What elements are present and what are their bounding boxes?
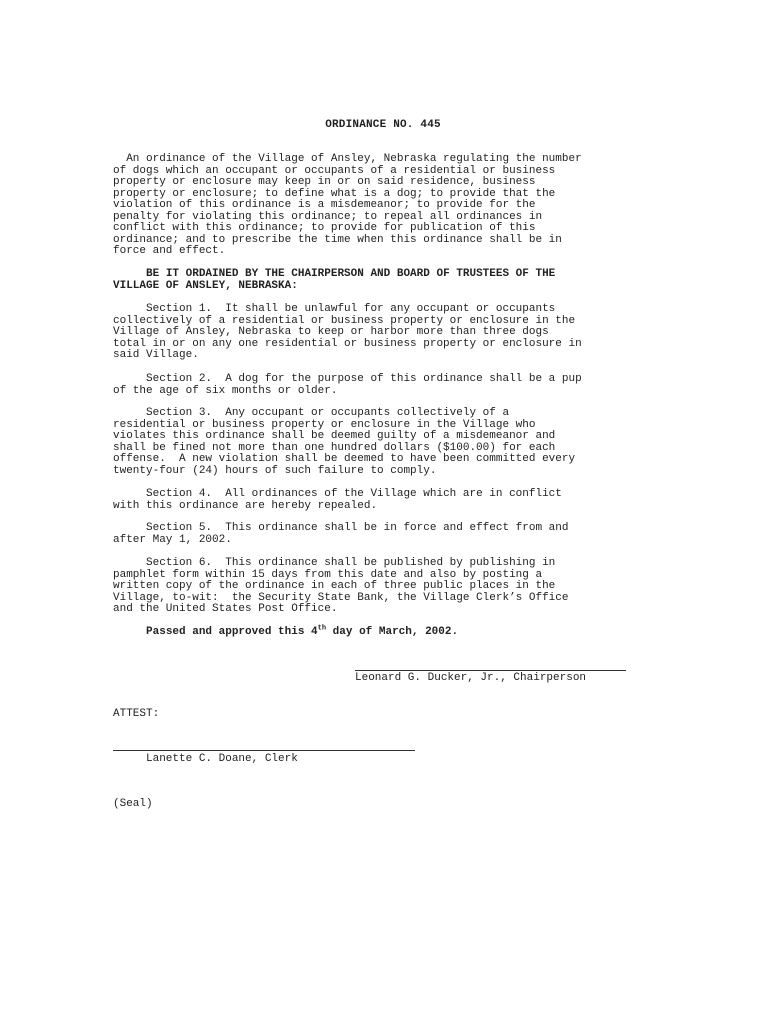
preamble-paragraph: An ordinance of the Village of Ansley, Nebraska regulating the number of dogs which an occupant or occupants of a residential or business property or enclosure may keep in or on said residence, business property or enclosure; to define what is a dog; to provide that the violation of this ordinance is a misdemeanor; to provide for the penalty for violating this ordinance; to repeal all ordinances in conflict with this ordinance; to provide for publication of this ordinance; and to prescribe the time when this ordinance shall be in force and effect. [113, 153, 582, 257]
section-6: Section 6. This ordinance shall be published by publishing in pamphlet form within 15 days from this date and also by posting a written copy of the ordinance in each of three public places in the Village, to-wit: the Security State Bank, the Village Clerk’s Office and the United States Post Office. [113, 557, 569, 615]
chairperson-name: Leonard G. Ducker, Jr., Chairperson [355, 672, 587, 684]
enacting-clause: BE IT ORDAINED BY THE CHAIRPERSON AND BOARD OF TRUSTEES OF THE VILLAGE OF ANSLEY, NEBRASKA: [113, 268, 556, 292]
clerk-signature-line [113, 750, 415, 751]
section-1: Section 1. It shall be unlawful for any occupant or occupants collectively of a residential or business property or enclosure in the Village of Ansley, Nebraska to keep or harbor more than three dogs total in or on any one residential or business property or enclosure in said Village. [113, 303, 582, 361]
section-2: Section 2. A dog for the purpose of this ordinance shall be a pup of the age of six months or older. [113, 373, 582, 397]
passed-ordinal: th [317, 624, 327, 633]
clerk-name: Lanette C. Doane, Clerk [113, 753, 298, 765]
section-3: Section 3. Any occupant or occupants collectively of a residential or business property or enclosure in the Village who violates this ordinance shall be deemed guilty of a misdemeanor and shall be fined not more than one hundred dollars ($100.00) for each offense. A new violation shall be deemed to have been committed every twenty-four (24) hours of such failure to comply. [113, 407, 576, 477]
seal-label: (Seal) [113, 798, 153, 810]
section-5: Section 5. This ordinance shall be in force and effect from and after May 1, 2002. [113, 522, 569, 546]
passed-approved-line [113, 624, 653, 639]
passed-prefix: Passed and approved this 4 [113, 626, 318, 638]
chairperson-signature-line [355, 670, 626, 671]
passed-suffix: day of March, 2002. [326, 626, 459, 638]
section-4: Section 4. All ordinances of the Village which are in conflict with this ordinance are hereby repealed. [113, 488, 562, 512]
attest-label: ATTEST: [113, 708, 160, 720]
document-title: ORDINANCE NO. 445 [325, 119, 441, 131]
